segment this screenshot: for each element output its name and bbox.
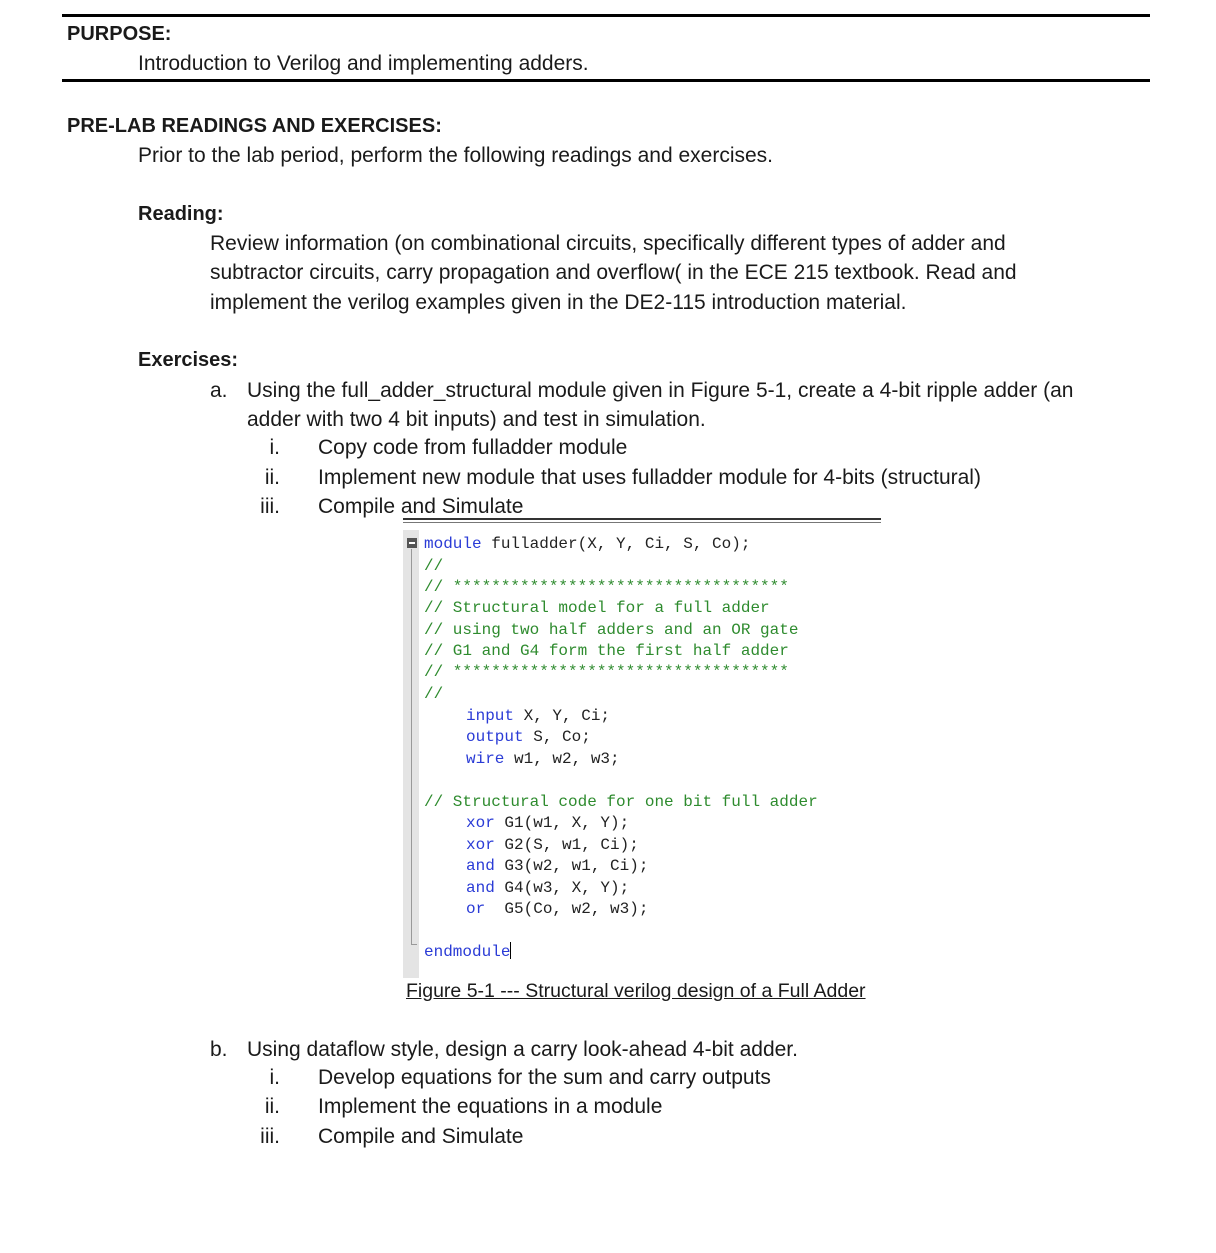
code-comment: // [424, 685, 444, 703]
exercise-a-step-2: Implement new module that uses fulladder module for 4-bits (structural) [318, 466, 981, 489]
code-keyword: endmodule [424, 943, 511, 961]
exercise-a-line-1: Using the full_adder_structural module given in Figure 5-1, create a 4-bit ripple adder (an [247, 379, 1074, 402]
code-keyword: wire [466, 750, 505, 768]
code-line-module [424, 534, 750, 554]
code-line-gate-g5 [466, 899, 648, 919]
exercises-heading: Exercises: [138, 349, 239, 371]
exercise-a-step-3-num: iii. [260, 495, 280, 518]
code-comment: // Structural code for one bit full adder [424, 793, 818, 811]
reading-line-3: implement the verilog examples given in the DE2-115 introduction material. [210, 291, 907, 314]
exercise-b-step-2-num: ii. [264, 1095, 280, 1118]
exercise-b-step-1: Develop equations for the sum and carry outputs [318, 1066, 771, 1089]
reading-line-2: subtractor circuits, carry propagation and overflow( in the ECE 215 textbook. Read and [210, 261, 1017, 284]
code-keyword: module [424, 535, 482, 553]
code-text: G1(w1, X, Y); [494, 814, 630, 832]
code-line-input [466, 706, 610, 726]
exercise-b-step-3: Compile and Simulate [318, 1125, 524, 1148]
exercise-b-marker: b. [210, 1038, 228, 1061]
figure-caption: Figure 5-1 --- Structural verilog design of a Full Adder [406, 980, 866, 1002]
reading-heading: Reading: [138, 203, 224, 225]
code-line-output [466, 727, 591, 747]
code-keyword: and [466, 879, 495, 897]
code-comment: // *********************************** [424, 663, 789, 681]
prelab-intro: Prior to the lab period, perform the following readings and exercises. [138, 144, 774, 167]
purpose-rule [62, 79, 1150, 82]
exercise-a-step-3: Compile and Simulate [318, 495, 524, 518]
code-line-endmodule [424, 942, 511, 962]
code-comment: // Structural model for a full adder [424, 599, 770, 617]
purpose-text: Introduction to Verilog and implementing adders. [138, 52, 589, 75]
code-text: w1, w2, w3; [504, 750, 620, 768]
code-comment: // *********************************** [424, 578, 789, 596]
top-rule [62, 14, 1150, 17]
exercise-a-marker: a. [210, 379, 228, 402]
code-keyword: xor [466, 814, 495, 832]
code-keyword: or [466, 900, 486, 918]
code-figure-top-border-inner [403, 522, 881, 523]
code-comment: // [424, 557, 444, 575]
code-text: G5(Co, w2, w3); [485, 900, 649, 918]
code-line-gate-g4 [466, 878, 629, 898]
fold-guide-line [411, 549, 412, 944]
fold-guide-end [411, 944, 417, 945]
text-cursor [510, 942, 511, 959]
code-text: X, Y, Ci; [514, 707, 611, 725]
reading-line-1: Review information (on combinational circuits, specifically different types of adder and [210, 232, 1006, 255]
exercise-a-line-2: adder with two 4 bit inputs) and test in simulation. [247, 408, 706, 431]
exercise-b-line: Using dataflow style, design a carry look-ahead 4-bit adder. [247, 1038, 798, 1061]
exercise-a-step-2-num: ii. [264, 466, 280, 489]
prelab-heading: PRE-LAB READINGS AND EXERCISES: [67, 115, 442, 137]
code-text: S, Co; [523, 728, 591, 746]
code-keyword: xor [466, 836, 495, 854]
code-text: G4(w3, X, Y); [494, 879, 630, 897]
exercise-b-step-1-num: i. [269, 1066, 280, 1089]
exercise-b-step-3-num: iii. [260, 1125, 280, 1148]
code-text: G3(w2, w1, Ci); [494, 857, 649, 875]
code-keyword: input [466, 707, 515, 725]
code-text: G2(S, w1, Ci); [494, 836, 639, 854]
collapse-icon[interactable] [407, 538, 417, 548]
code-keyword: and [466, 857, 495, 875]
code-line-gate-g2 [466, 835, 639, 855]
code-comment: // G1 and G4 form the first half adder [424, 642, 789, 660]
code-figure-top-border [403, 518, 881, 520]
code-line-wire [466, 749, 620, 769]
code-comment: // using two half adders and an OR gate [424, 621, 799, 639]
code-keyword: output [466, 728, 524, 746]
exercise-a-step-1: Copy code from fulladder module [318, 436, 628, 459]
exercise-b-step-2: Implement the equations in a module [318, 1095, 663, 1118]
exercise-a-step-1-num: i. [269, 436, 280, 459]
code-line-gate-g1 [466, 813, 629, 833]
code-text: fulladder(X, Y, Ci, S, Co); [481, 535, 751, 553]
code-line-gate-g3 [466, 856, 648, 876]
purpose-heading: PURPOSE: [67, 23, 172, 45]
